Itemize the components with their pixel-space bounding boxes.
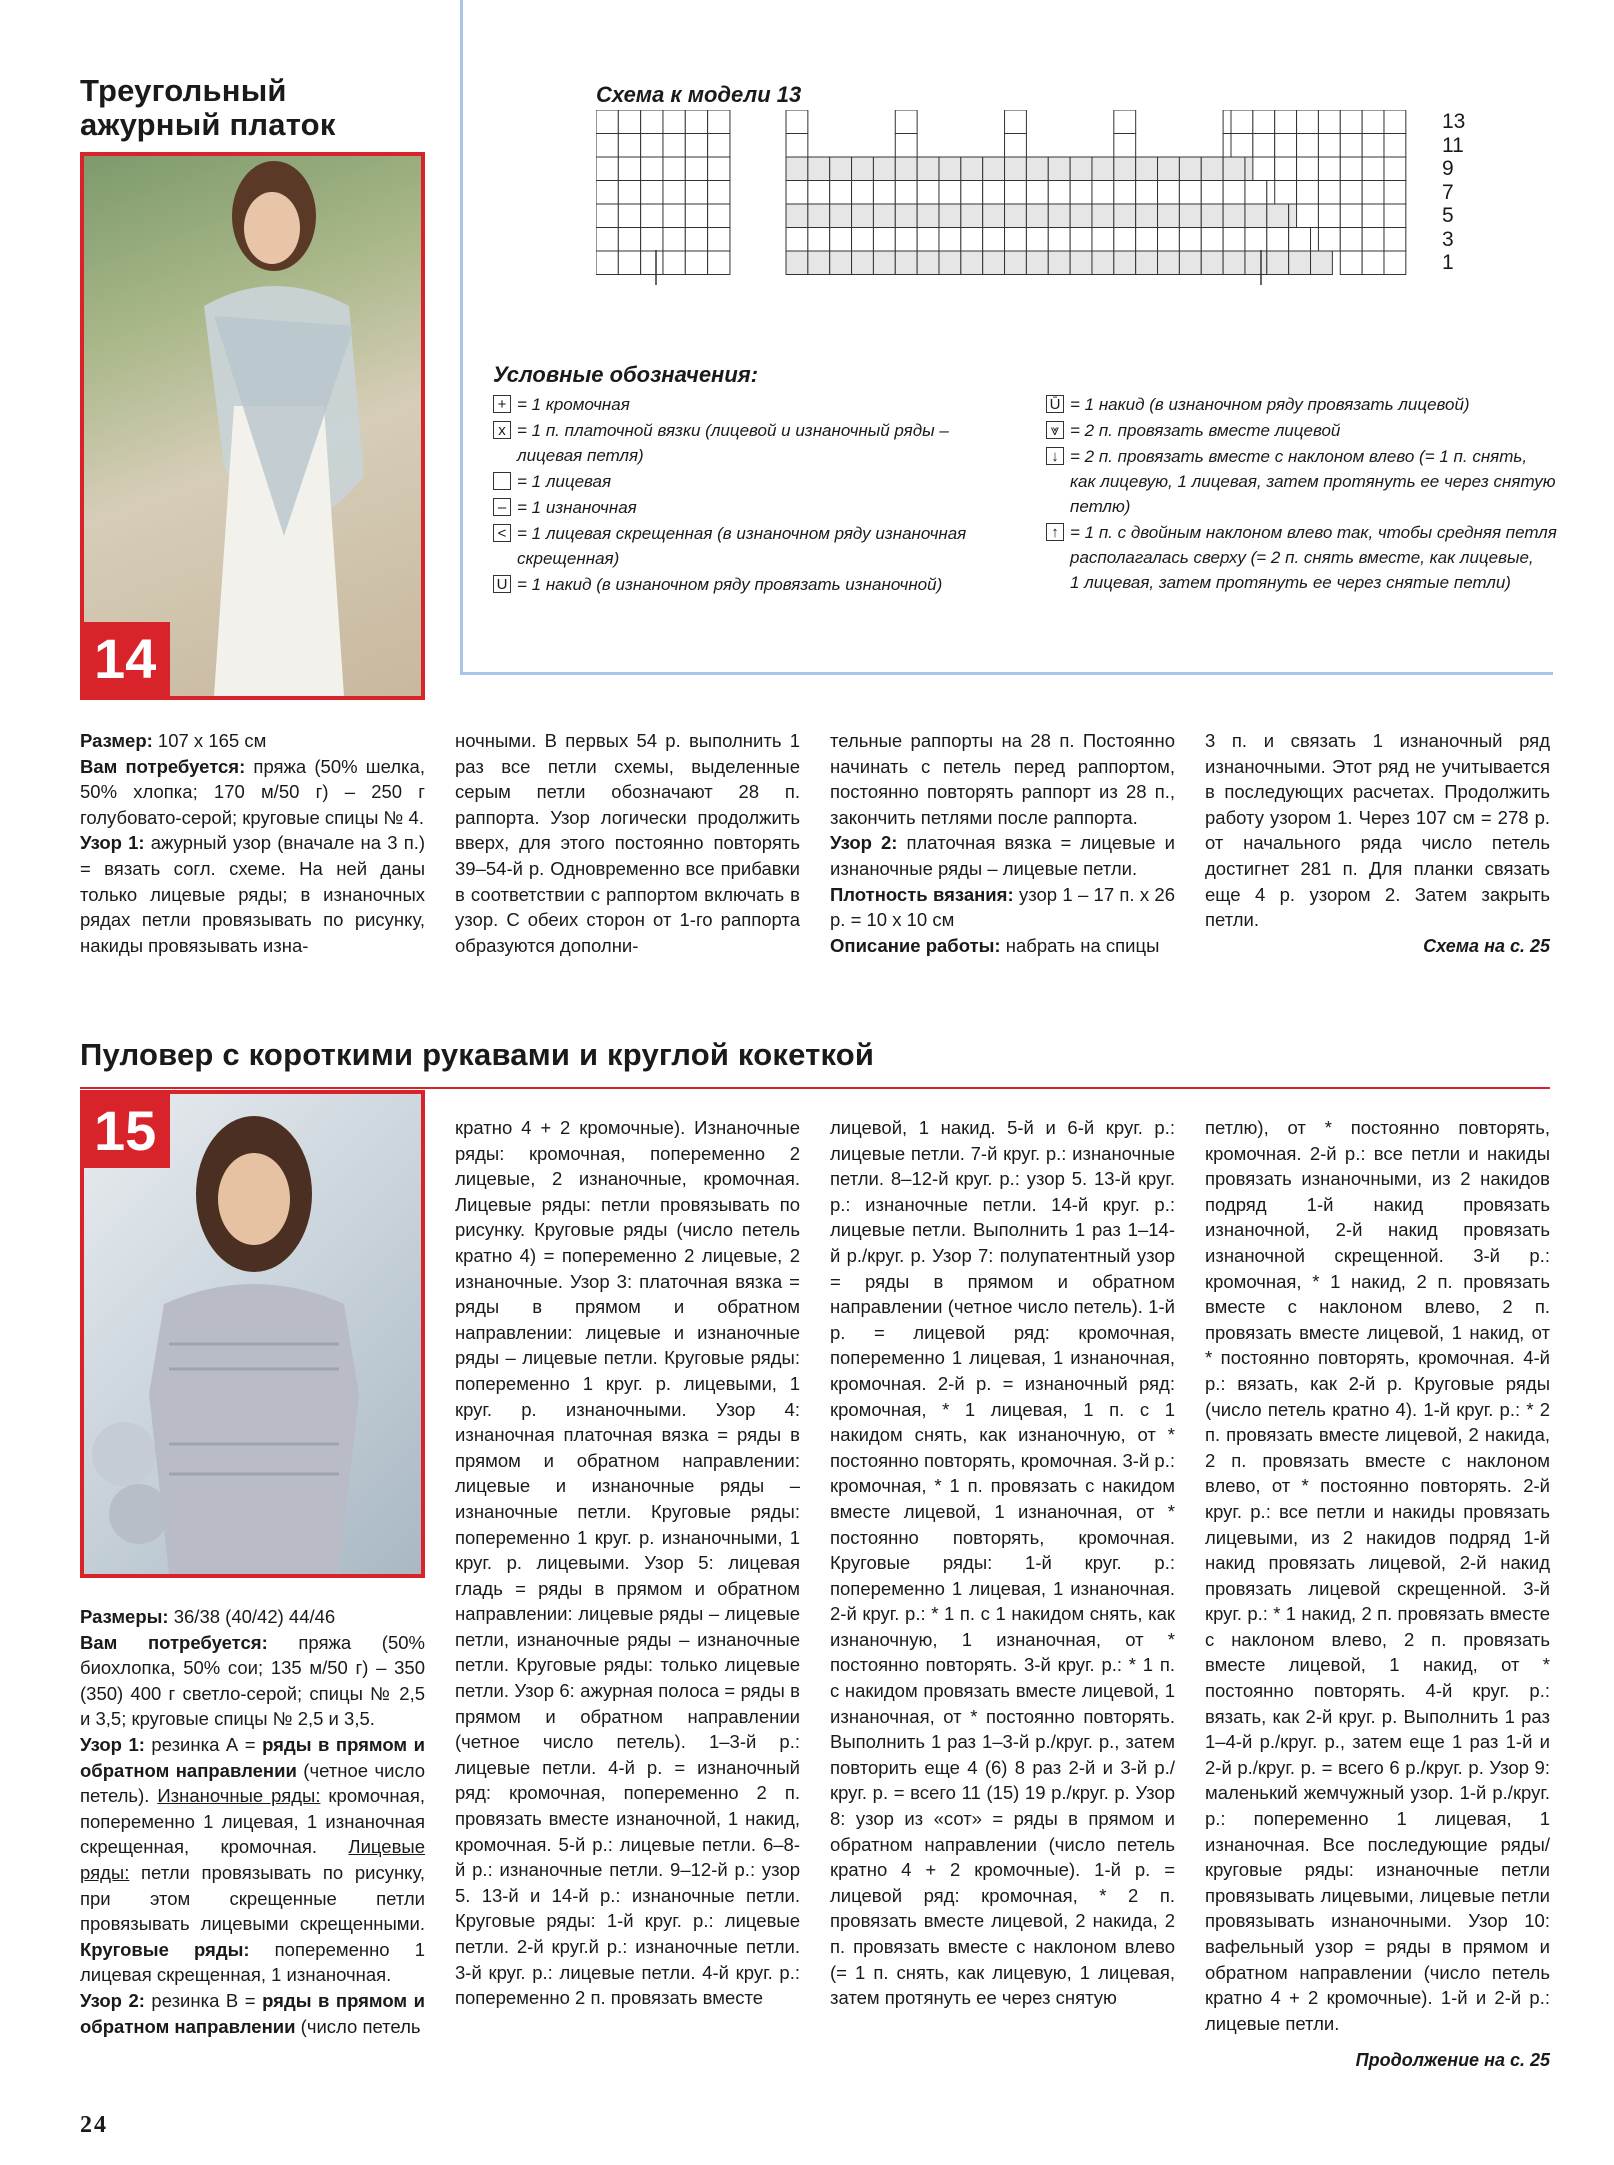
p14-col-1: Размер: 107 x 165 см Вам потребуется: пряжа (50% шелка, 50% хлопка; 170 м/50 г) – 250 г голубовато-серой; круговые спицы № 4. Узор 1: ажурный узор (вначале на 3 п.) = вязать согл. схеме. На ней даны только лицевые ряды; в изнаночных рядах петли провязывать по рисунку, накиды провязывать изна- bbox=[80, 730, 426, 956]
chart-cell bbox=[1275, 110, 1297, 134]
chart-cell bbox=[830, 157, 852, 181]
chart-cell bbox=[895, 181, 917, 205]
purl-stitch-icon: – bbox=[493, 498, 511, 516]
row-number: 11 bbox=[1442, 133, 1464, 157]
chart-cell bbox=[1231, 110, 1253, 134]
chart-cell bbox=[895, 110, 917, 134]
chart-cell bbox=[961, 228, 983, 252]
chart-cell bbox=[708, 110, 730, 134]
chart-cell bbox=[1026, 181, 1048, 205]
chart-cell bbox=[1158, 157, 1180, 181]
chart-cell bbox=[1340, 204, 1362, 228]
chart-cell bbox=[1005, 204, 1027, 228]
chart-cell bbox=[1289, 228, 1311, 252]
legend-left bbox=[493, 392, 1013, 598]
chart-cell bbox=[1026, 228, 1048, 252]
chart-cell bbox=[641, 181, 663, 205]
k2tog-icon: ⩔ bbox=[1046, 421, 1064, 439]
chart-cell bbox=[708, 134, 730, 158]
chart-cell bbox=[1223, 204, 1245, 228]
chart-cell bbox=[1201, 228, 1223, 252]
chart-cell bbox=[641, 110, 663, 134]
chart-cell bbox=[1384, 110, 1406, 134]
chart-cell bbox=[786, 181, 808, 205]
chart-cell bbox=[1311, 251, 1333, 275]
chart-cell bbox=[917, 228, 939, 252]
chart-cell bbox=[983, 251, 1005, 275]
chart-cell bbox=[1245, 181, 1267, 205]
chart-cell bbox=[1362, 181, 1384, 205]
chart-cell bbox=[1384, 204, 1406, 228]
title-line-1: Треугольный bbox=[80, 73, 287, 108]
p15-col-2: кратно 4 + 2 кромочные). Изнаночные ряды: кромочная, попеременно 2 лицевые, 2 изнаночные, кромочная. Лицевые ряды: петли провязывать по рисунку. Круговые ряды (число петель кратно 4) = попеременно 2 лицевые, 2 изнаночные. Узор 3: платочная вязка = ряды в прямом и обратном направлении: лицевые и изнаночные ряды – лицевые петли. Круговые ряды: попеременно 1 круг. р. лицевыми, 1 круг. р. изнаночными. Узор 4: изнаночная платочная вязка = ряды в прямом и обратном направлении: лицевые и изнаночные ряды – изнаночные петли. Круговые ряды: попеременно 1 круг. р. изнаночными, 1 круг. р. лицевыми. Узор 5: лицевая гладь = ряды в прямом и обратном направлении: лицевые ряды – лицевые петли, изнаночные ряды – изнаночные петли. Круговые ряды: только лицевые петли. Узор 6: ажурная полоса = ряды в прямом и обратном направлении (четное число петель). 1–3-й р.: лицевые петли. 4-й р. = изнаночный ряд: кромочная, попеременно 2 п. провязать вместе изнаночной, 1 накид, кромочная. 5-й р.: лицевые петли. 6–8-й р.: изнаночные петли. 9–12-й р.: узор 5. 13-й и 14-й р.: изнаночные петли. Круговые ряды: 1-й круг. р.: лицевые петли. 2-й круг.й р.: изнаночные петли. 3-й круг. р.: лицевые петли. 4-й круг. р.: попеременно 2 п. провязать вместе bbox=[455, 1117, 800, 2009]
chart-cell bbox=[939, 204, 961, 228]
chart-cell bbox=[1297, 157, 1319, 181]
chart-cell bbox=[808, 204, 830, 228]
chart-cell bbox=[1362, 228, 1384, 252]
chart-cell bbox=[1340, 251, 1362, 275]
chart-cell bbox=[1070, 228, 1092, 252]
chart-cell bbox=[1275, 134, 1297, 158]
chart-cell bbox=[1384, 251, 1406, 275]
chart-cell bbox=[1048, 251, 1070, 275]
chart-cell bbox=[1158, 204, 1180, 228]
row-number: 1 bbox=[1442, 251, 1454, 274]
chart-cell bbox=[708, 251, 730, 275]
chart-cell bbox=[1267, 204, 1289, 228]
chart-cell bbox=[618, 204, 640, 228]
continuation-reference: Продолжение на с. 25 bbox=[1355, 2050, 1550, 2070]
chart-cell bbox=[1136, 157, 1158, 181]
legend-item: ⩔ = 2 п. провязать вместе лицевой bbox=[1046, 418, 1566, 443]
chart-cell bbox=[895, 157, 917, 181]
chart-cell bbox=[1005, 228, 1027, 252]
chart-cell bbox=[1231, 134, 1253, 158]
chart-cell bbox=[1026, 157, 1048, 181]
chart-cell bbox=[1318, 204, 1340, 228]
chart-cell bbox=[830, 204, 852, 228]
chart-cell bbox=[1114, 181, 1136, 205]
chart-cell bbox=[685, 228, 707, 252]
chart-cell bbox=[708, 228, 730, 252]
chart-cell bbox=[1048, 228, 1070, 252]
chart-cell bbox=[641, 204, 663, 228]
chart-cell bbox=[808, 251, 830, 275]
chart-cell bbox=[1005, 134, 1027, 158]
chart-cell bbox=[1179, 251, 1201, 275]
chart-cell bbox=[895, 251, 917, 275]
schema-title: Схема к модели 13 bbox=[596, 82, 802, 107]
chart-cell bbox=[852, 228, 874, 252]
knitting-chart bbox=[596, 110, 1456, 290]
chart-cell bbox=[1092, 251, 1114, 275]
chart-cell bbox=[1275, 181, 1297, 205]
chart-cell bbox=[1362, 157, 1384, 181]
chart-cell bbox=[1318, 181, 1340, 205]
legend-item: x = 1 п. платочной вязки (лицевой и изнаночный ряды – лицевая петля) bbox=[493, 418, 1013, 468]
chart-cell bbox=[1114, 251, 1136, 275]
chart-cell bbox=[1114, 157, 1136, 181]
chart-cell bbox=[1384, 157, 1406, 181]
chart-cell bbox=[1223, 157, 1245, 181]
chart-cell bbox=[1179, 157, 1201, 181]
chart-cell bbox=[939, 251, 961, 275]
garter-stitch-icon: x bbox=[493, 421, 511, 439]
chart-cell bbox=[596, 181, 618, 205]
pattern14-title bbox=[80, 74, 336, 142]
chart-cell bbox=[1201, 181, 1223, 205]
chart-cell bbox=[663, 157, 685, 181]
chart-cell bbox=[618, 157, 640, 181]
chart-cell bbox=[830, 228, 852, 252]
chart-cell bbox=[1158, 228, 1180, 252]
chart-cell bbox=[1005, 251, 1027, 275]
chart-cell bbox=[1289, 251, 1311, 275]
chart-cell bbox=[1179, 228, 1201, 252]
chart-cell bbox=[983, 181, 1005, 205]
chart-cell bbox=[1384, 228, 1406, 252]
legend-item: = 1 лицевая bbox=[493, 469, 1013, 494]
chart-cell bbox=[983, 204, 1005, 228]
p15-col-4: петлю), от * постоянно повторять, кромочная. 2-й р.: все петли и накиды провязать изнаночными, из 2 накидов подряд 1-й накид провязать изнаночной, 2-й накид провязать изнаночной скрещенной. 3-й р.: кромочная, * 1 накид, 2 п. провязать вместе с наклоном влево, 2 п. провязать вместе лицевой, 1 накид, от * постоянно повторять, кромочная. 4-й р.: вязать, как 2-й р. Круговые ряды (число петель кратно 4). 1-й круг. р.: * 2 п. провязать вместе лицевой, 2 накида, 2 п. провязать вместе с наклоном влево, от * постоянно повторять. 2-й круг. р.: все петли и накиды провязать лицевыми, из 2 накидов подряд 1-й накид провязать лицевой, 2-й накид провязать лицевой скрещенной. 3-й круг. р.: * 1 накид, 2 п. провязать вместе с наклоном влево, 2 п. провязать вместе лицевой, 1 накид, от * постоянно повторять. 4-й круг. р.: вязать, как 2-й круг. р. Выполнить 1 раз 1–4-й р./круг. р., затем еще 1 раз 1-й и 2-й р./круг. р. = всего 6 р./круг. р. Узор 9: маленький жемчужный узор. 1-й р./круг. р.: попеременно 1 лицевая, 1 изнаночная. Все последующие ряды/круговые ряды: изнаночные петли провязывать лицевыми, лицевые петли провязывать изнаночными. Узор 10: вафельный узор = ряды в прямом и обратном направлении (число петель кратно 4 + 2 кромочные). 1-й и 2-й р.: лицевые петли. bbox=[1205, 1117, 1550, 2034]
chart-cell bbox=[1158, 181, 1180, 205]
edge-stitch-icon: + bbox=[493, 395, 511, 413]
chart-cell bbox=[1297, 204, 1319, 228]
chart-cell bbox=[786, 110, 808, 134]
chart-cell bbox=[1340, 157, 1362, 181]
chart-cell bbox=[1005, 157, 1027, 181]
chart-cell bbox=[685, 110, 707, 134]
chart-cell bbox=[685, 204, 707, 228]
section-divider bbox=[80, 1087, 1550, 1089]
legend-item: + = 1 кромочная bbox=[493, 392, 1013, 417]
knit-stitch-icon bbox=[493, 472, 511, 490]
p14-col-4: 3 п. и связать 1 изнаночный ряд изнаночными. Этот ряд не учитывается в последующих расчетах. Продолжить работу узором 1. Через 107 см = 278 р. от начального ряда число петель достигнет 281 п. Для планки связать еще 4 р. узором 2. Затем закрыть петли. bbox=[1205, 730, 1550, 931]
chart-cell bbox=[1026, 251, 1048, 275]
chart-cell bbox=[596, 134, 618, 158]
chart-cell bbox=[1136, 204, 1158, 228]
chart-cell bbox=[1201, 157, 1223, 181]
chart-cell bbox=[917, 204, 939, 228]
chart-cell bbox=[1114, 204, 1136, 228]
chart-cell bbox=[1092, 157, 1114, 181]
chart-cell bbox=[1114, 134, 1136, 158]
model-number-badge: 15 bbox=[84, 1094, 170, 1168]
chart-cell bbox=[808, 157, 830, 181]
chart-cell bbox=[939, 181, 961, 205]
yarn-over-knit-icon: Ū bbox=[1046, 395, 1064, 413]
chart-cell bbox=[983, 157, 1005, 181]
chart-cell bbox=[596, 228, 618, 252]
legend-title: Условные обозначения: bbox=[493, 362, 759, 387]
chart-cell bbox=[983, 228, 1005, 252]
row-number: 7 bbox=[1442, 180, 1454, 204]
chart-cell bbox=[1092, 204, 1114, 228]
chart-cell bbox=[1005, 181, 1027, 205]
chart-cell bbox=[786, 134, 808, 158]
chart-cell bbox=[808, 228, 830, 252]
chart-cell bbox=[708, 181, 730, 205]
chart-cell bbox=[1253, 110, 1275, 134]
chart-cell bbox=[1253, 134, 1275, 158]
chart-cell bbox=[1136, 228, 1158, 252]
legend-item: Ū = 1 накид (в изнаночном ряду провязать лицевой) bbox=[1046, 392, 1566, 417]
chart-cell bbox=[939, 228, 961, 252]
shawl-photo bbox=[80, 152, 425, 700]
chart-cell bbox=[1362, 134, 1384, 158]
chart-cell bbox=[1340, 228, 1362, 252]
chart-cell bbox=[1245, 228, 1267, 252]
chart-cell bbox=[596, 251, 618, 275]
chart-cell bbox=[1267, 228, 1289, 252]
chart-cell bbox=[1201, 204, 1223, 228]
chart-cell bbox=[1297, 181, 1319, 205]
model-illustration bbox=[84, 156, 421, 696]
chart-cell bbox=[873, 204, 895, 228]
chart-cell bbox=[1223, 181, 1245, 205]
chart-cell bbox=[961, 157, 983, 181]
chart-cell bbox=[852, 181, 874, 205]
chart-cell bbox=[618, 251, 640, 275]
chart-cell bbox=[641, 134, 663, 158]
legend-item: ↓ = 2 п. провязать вместе с наклоном влево (= 1 п. снять, как лицевую, 1 лицевая, затем протянуть ее через снятую петлю) bbox=[1046, 444, 1566, 519]
chart-cell bbox=[663, 228, 685, 252]
legend-item: < = 1 лицевая скрещенная (в изнаночном ряду изнаночная скрещенная) bbox=[493, 521, 1013, 571]
chart-cell bbox=[1245, 204, 1267, 228]
chart-cell bbox=[596, 157, 618, 181]
double-decrease-icon: ↑ bbox=[1046, 523, 1064, 541]
chart-cell bbox=[1136, 181, 1158, 205]
p15-col-1: Размеры: 36/38 (40/42) 44/46 Вам потребуется: пряжа (50% биохлопка, 50% сои; 135 м/50 г) – 350 (350) 400 г светло-серой; спицы № 2,5 и 3,5; круговые спицы № 2,5 и 3,5. Узор 1: резинка А = ряды в прямом и обратном направлении (четное число петель). Изнаночные ряды: кромочная, попеременно 1 лицевая, 1 изнаночная скрещенная, кромочная. Лицевые ряды: петли провязывать по рисунку, при этом скрещенные петли провязывать лицевыми скрещенными. Круговые ряды: попеременно 1 лицевая скрещенная, 1 изнаночная. Узор 2: резинка В = ряды в прямом и обратном направлении (число петель bbox=[80, 1606, 426, 2037]
chart-cell bbox=[1362, 110, 1384, 134]
chart-cell bbox=[1362, 204, 1384, 228]
chart-cell bbox=[939, 157, 961, 181]
chart-cell bbox=[873, 181, 895, 205]
chart-cell bbox=[808, 181, 830, 205]
chart-cell bbox=[663, 181, 685, 205]
row-number: 9 bbox=[1442, 157, 1454, 180]
chart-cell bbox=[1340, 134, 1362, 158]
chart-cell bbox=[786, 251, 808, 275]
chart-cell bbox=[873, 157, 895, 181]
chart-cell bbox=[1318, 134, 1340, 158]
chart-cell bbox=[1201, 251, 1223, 275]
chart-cell bbox=[1384, 181, 1406, 205]
chart-cell bbox=[685, 134, 707, 158]
row-number: 3 bbox=[1442, 227, 1454, 251]
chart-cell bbox=[917, 181, 939, 205]
pullover-photo bbox=[80, 1090, 425, 1578]
chart-grid bbox=[596, 110, 1406, 285]
row-number: 13 bbox=[1442, 110, 1466, 133]
chart-cell bbox=[830, 181, 852, 205]
chart-cell bbox=[1092, 228, 1114, 252]
schema-reference: Схема на с. 25 bbox=[1423, 936, 1550, 956]
chart-cell bbox=[685, 157, 707, 181]
chart-cell bbox=[1340, 110, 1362, 134]
chart-cell bbox=[1253, 157, 1275, 181]
chart-cell bbox=[917, 157, 939, 181]
chart-cell bbox=[1384, 134, 1406, 158]
chart-cell bbox=[663, 251, 685, 275]
model-number-badge: 14 bbox=[84, 622, 170, 696]
chart-cell bbox=[1070, 157, 1092, 181]
chart-cell bbox=[1362, 251, 1384, 275]
chart-cell bbox=[1070, 181, 1092, 205]
chart-cell bbox=[830, 251, 852, 275]
row-number: 5 bbox=[1442, 204, 1454, 227]
chart-cell bbox=[961, 181, 983, 205]
chart-cell bbox=[618, 228, 640, 252]
chart-cell bbox=[708, 157, 730, 181]
chart-cell bbox=[641, 251, 663, 275]
chart-cell bbox=[852, 157, 874, 181]
legend-item: – = 1 изнаночная bbox=[493, 495, 1013, 520]
chart-cell bbox=[1048, 157, 1070, 181]
chart-cell bbox=[1114, 228, 1136, 252]
chart-cell bbox=[895, 204, 917, 228]
title-line-2: ажурный платок bbox=[80, 107, 336, 142]
chart-row-numbers bbox=[1442, 110, 1482, 275]
chart-cell bbox=[1179, 204, 1201, 228]
chart-cell bbox=[961, 204, 983, 228]
chart-cell bbox=[852, 204, 874, 228]
chart-cell bbox=[1114, 110, 1136, 134]
twisted-knit-icon: < bbox=[493, 524, 511, 542]
chart-cell bbox=[1092, 181, 1114, 205]
chart-cell bbox=[618, 181, 640, 205]
legend-item: U = 1 накид (в изнаночном ряду провязать изнаночной) bbox=[493, 572, 1013, 597]
legend-right bbox=[1046, 392, 1566, 596]
pattern15-title: Пуловер с короткими рукавами и круглой кокеткой bbox=[80, 1037, 875, 1072]
chart-cell bbox=[663, 204, 685, 228]
yarn-over-icon: U bbox=[493, 575, 511, 593]
chart-cell bbox=[1070, 251, 1092, 275]
chart-cell bbox=[1297, 110, 1319, 134]
chart-cell bbox=[596, 110, 618, 134]
p14-col-2: ночными. В первых 54 р. выполнить 1 раз все петли схемы, выделенные серым петли обозначают 28 п. раппорта. Узор логически продолжить вверх, для этого постоянно повторять 39–54-й р. Одновременно все прибавки в соответствии с раппортом включать в узор. С обеих сторон от 1-го раппорта образуются дополни- bbox=[455, 730, 800, 956]
chart-cell bbox=[1005, 110, 1027, 134]
chart-cell bbox=[1048, 204, 1070, 228]
p15-col-3: лицевой, 1 накид. 5-й и 6-й круг. р.: лицевые петли. 7-й круг. р.: изнаночные петли. 8–12-й круг. р.: узор 5. 13-й круг. р.: изнаночные петли. 14-й круг. р.: лицевые петли. Выполнить 1 раз 1–14-й р./круг. р. Узор 7: полупатентный узор = ряды в прямом и обратном направлении (четное число петель). 1-й р. = лицевой ряд: кромочная, попеременно 1 лицевая, 1 изнаночная, кромочная. 2-й р. = изнаночный ряд: кромочная, * 1 лицевая, 1 п. с 1 накидом снять, как изнаночную, от * постоянно повторять, кромочная. 3-й р.: кромочная, * 1 п. провязать с накидом вместе лицевой, 1 изнаночная, от * постоянно повторять, кромочная. Круговые ряды: 1-й круг. р.: попеременно 1 лицевая, 1 изнаночная. 2-й круг. р.: * 1 п. с 1 накидом снять, как изнаночную, 1 изнаночная, от * постоянно повторять. 3-й круг. р.: * 1 п. с накидом провязать вместе лицевой, 1 изнаночная, от * постоянно повторять. Выполнить 1 раз 1–3-й р./круг. р., затем повторить еще 4 (6) 8 раз 2-й и 3-й р./круг. р. = всего 11 (15) 19 р./круг. р. Узор 8: узор из «сот» = ряды в прямом и обратном направлении (число петель кратно 4 + 2 кромочные). 1-й р. = лицевой ряд: кромочная, * 2 п. провязать вместе лицевой, 2 накида, 2 п. провязать вместе с наклоном влево (= 1 п. снять, как лицевую, 1 лицевая, затем протянуть ее через снятую bbox=[830, 1117, 1175, 2009]
chart-cell bbox=[1245, 251, 1267, 275]
chart-cell bbox=[685, 181, 707, 205]
chart-cell bbox=[873, 251, 895, 275]
chart-cell bbox=[1267, 251, 1289, 275]
chart-cell bbox=[1223, 251, 1245, 275]
chart-cell bbox=[1158, 251, 1180, 275]
page-number: 24 bbox=[80, 2112, 108, 2138]
chart-cell bbox=[1026, 204, 1048, 228]
chart-cell bbox=[1297, 134, 1319, 158]
chart-cell bbox=[641, 157, 663, 181]
chart-cell bbox=[618, 134, 640, 158]
chart-cell bbox=[1275, 157, 1297, 181]
chart-cell bbox=[1179, 181, 1201, 205]
chart-cell bbox=[1318, 228, 1340, 252]
p14-col-3: тельные раппорты на 28 п. Постоянно начинать с петель перед раппортом, постоянно повторять раппорт из 28 п., закончить петлями после раппорта. Узор 2: платочная вязка = лицевые и изнаночные ряды – лицевые петли. Плотность вязания: узор 1 – 17 п. x 26 р. = 10 x 10 см Описание работы: набрать на спицы bbox=[830, 730, 1175, 956]
chart-cell bbox=[852, 251, 874, 275]
chart-cell bbox=[1340, 181, 1362, 205]
chart-cell bbox=[786, 157, 808, 181]
chart-cell bbox=[1048, 181, 1070, 205]
chart-cell bbox=[708, 204, 730, 228]
legend-item: ↑ = 1 п. с двойным наклоном влево так, чтобы средняя петля располагалась сверху (= 2 п. снять вместе, как лицевые, 1 лицевая, затем протянуть ее через снятые петли) bbox=[1046, 520, 1566, 595]
chart-cell bbox=[1070, 204, 1092, 228]
ssk-icon: ↓ bbox=[1046, 447, 1064, 465]
chart-cell bbox=[917, 251, 939, 275]
chart-cell bbox=[663, 110, 685, 134]
chart-cell bbox=[786, 204, 808, 228]
chart-cell bbox=[1223, 228, 1245, 252]
chart-cell bbox=[895, 228, 917, 252]
chart-cell bbox=[663, 134, 685, 158]
chart-cell bbox=[1136, 251, 1158, 275]
chart-cell bbox=[873, 228, 895, 252]
chart-cell bbox=[961, 251, 983, 275]
chart-cell bbox=[641, 228, 663, 252]
chart-cell bbox=[1318, 110, 1340, 134]
chart-cell bbox=[618, 110, 640, 134]
chart-cell bbox=[786, 228, 808, 252]
chart-cell bbox=[685, 251, 707, 275]
chart-cell bbox=[596, 204, 618, 228]
chart-cell bbox=[895, 134, 917, 158]
chart-cell bbox=[1318, 157, 1340, 181]
